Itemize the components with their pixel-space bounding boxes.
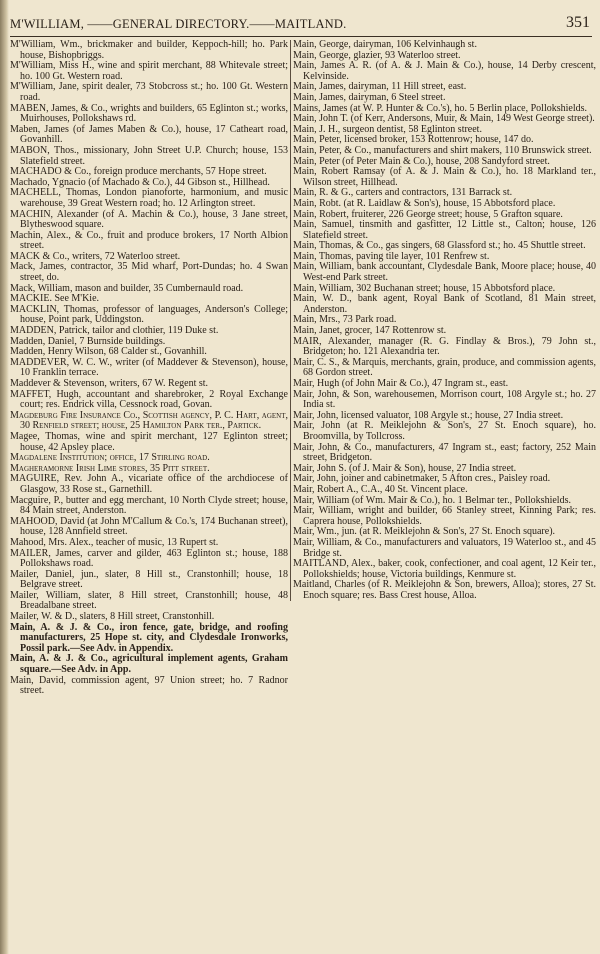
directory-entry: Mair, Wm., jun. (at R. Meiklejohn & Son's, 27 St. Enoch square). <box>293 526 556 538</box>
directory-entry: Main, Janet, grocer, 147 Rottenrow st. <box>293 325 447 337</box>
directory-entry: Mair, John, & Co., manufacturers, 47 Ingram st., east; factory, 252 Main street, Bridgeton. <box>293 441 596 464</box>
directory-entry: MAHOOD, David (at John M'Callum & Co.'s, 174 Buchanan street), house, 128 Annfield street. <box>10 515 288 538</box>
directory-entry: Mailer, William, slater, 8 Hill street, Cranstonhill; house, 48 Breadalbane street. <box>10 589 288 612</box>
directory-entry: MAILER, James, carver and gilder, 463 Eglinton st.; house, 188 Pollokshaws road. <box>10 547 288 570</box>
directory-entry: Main, Robt. (at R. Laidlaw & Son's), house, 15 Abbotsford place. <box>293 197 556 209</box>
directory-entry: Main, John T. (of Kerr, Andersons, Muir, & Main, 149 West George street). <box>293 113 595 125</box>
directory-entry: Mair, William, wright and builder, 66 Stanley street, Kinning Park; res. Caprera house, Pollokshields. <box>293 505 596 527</box>
directory-entry: MACHELL, Thomas, London pianoforte, harmonium, and music warehouse, 39 Great Western road; ho. 12 Arlington street. <box>10 187 288 209</box>
directory-entry: Mair, Hugh (of John Mair & Co.), 47 Ingram st., east. <box>293 378 509 389</box>
directory-entry: Maitland, Charles (of R. Meiklejohn & Son, brewers, Alloa); stores, 27 St. Enoch square; res. Bass Crest house, Alloa. <box>293 579 596 601</box>
directory-entry: Main, Peter, & Co., manufacturers and shirt makers, 110 Brunswick street. <box>293 144 592 156</box>
directory-entry: M'William, Wm., brickmaker and builder, Keppoch-hill; ho. Park house, Bishopbriggs. <box>10 39 288 61</box>
directory-entry: Main, George, glazier, 93 Waterloo street. <box>293 49 461 61</box>
directory-entry: Mair, John S. (of J. Mair & Son), house, 27 India street. <box>293 462 517 474</box>
directory-entry: Madden, Daniel, 7 Burnside buildings. <box>10 335 166 347</box>
directory-entry: Machado, Ygnacio (of Machado & Co.), 44 Gibson st., Hillhead. <box>10 176 270 188</box>
header-title: M'WILLIAM, ——GENERAL DIRECTORY.——MAITLAND. <box>10 17 347 31</box>
directory-entry: Mair, John, & Son, warehousemen, Morrison court, 108 Argyle st.; ho. 27 India st. <box>293 388 596 411</box>
directory-entry: MAGUIRE, Rev. John A., vicariate office of the archdiocese of Glasgow, 33 Rose st., Garnethill. <box>10 473 288 495</box>
directory-entry: Main, Thomas, paving tile layer, 101 Renfrew st. <box>293 250 490 262</box>
directory-entry: Main, George, dairyman, 106 Kelvinhaugh st. <box>293 39 477 50</box>
running-header <box>10 14 592 36</box>
directory-entry: Main, Peter (of Peter Main & Co.), house, 208 Sandyford street. <box>293 155 550 167</box>
directory-entry: Mair, William, & Co., manufacturers and valuators, 19 Waterloo st., and 45 Bridge st. <box>293 536 596 559</box>
directory-entry: MADDEVER, W. C. W., writer (of Maddever & Stevenson), house, 10 Franklin terrace. <box>10 356 288 379</box>
directory-entry: Magdalene Institution; office, 17 Stirling road. <box>10 452 210 464</box>
right-column <box>290 40 596 601</box>
header-rule <box>10 36 592 37</box>
directory-entry: Mahood, Mrs. Alex., teacher of music, 13 Rupert st. <box>10 536 219 548</box>
directory-entry: Main, William, 302 Buchanan street; house, 15 Abbotsford place. <box>293 282 556 294</box>
directory-entry: Mack, William, mason and builder, 35 Cumbernauld road. <box>10 282 244 294</box>
directory-entry: MACKIE. See M'Kie. <box>10 293 100 305</box>
directory-entry: Madden, Henry Wilson, 68 Calder st., Govanhill. <box>10 346 207 358</box>
directory-entry: MAIR, Alexander, manager (R. G. Findlay & Bros.), 79 John st., Bridgeton; ho. 121 Alexandria ter. <box>293 335 596 358</box>
directory-entry: Magdeburg Fire Insurance Co., Scottish agency, P. C. Hart, agent, 30 Renfield street; house, 25 Hamilton Park ter., Partick. <box>10 409 288 432</box>
directory-entry: MADDEN, Patrick, tailor and clothier, 119 Duke st. <box>10 325 219 337</box>
directory-entry: Magee, Thomas, wine and spirit merchant, 127 Eglinton street; house, 42 Apsley place. <box>10 430 288 453</box>
directory-entry: Mair, William (of Wm. Mair & Co.), ho. 1 Belmar ter., Pollokshields. <box>293 494 571 506</box>
directory-entry: M'William, Miss H., wine and spirit merchant, 88 Whitevale street; ho. 100 Gt. Western road. <box>10 60 288 82</box>
directory-entry: Main, Robert Ramsay (of A. & J. Main & Co.), ho. 18 Markland ter., Wilson street, Hillhead. <box>293 166 596 188</box>
directory-entry: Mair, C. S., & Marquis, merchants, grain, produce, and commission agents, 68 Gordon street. <box>293 356 596 379</box>
directory-entry: Mair, John, licensed valuator, 108 Argyle st.; house, 27 India street. <box>293 409 564 421</box>
directory-entry: Main, Mrs., 73 Park road. <box>293 314 397 326</box>
directory-entry: Main, R. & G., carters and contractors, 131 Barrack st. <box>293 187 513 199</box>
directory-entry: Main, Thomas, & Co., gas singers, 68 Glassford st.; ho. 45 Shuttle street. <box>293 240 586 252</box>
directory-entry: M'William, Jane, spirit dealer, 73 Stobcross st.; ho. 100 Gt. Western road. <box>10 81 288 103</box>
directory-entry: Machin, Alex., & Co., fruit and produce brokers, 17 North Albion street. <box>10 229 288 252</box>
directory-entry: Main, James A. R. (of A. & J. Main & Co.), house, 14 Derby crescent, Kelvinside. <box>293 60 596 82</box>
page-number: 351 <box>566 14 590 31</box>
directory-entry: Main, James, dairyman, 6 Steel street. <box>293 91 446 103</box>
directory-entry: Mailer, W. & D., slaters, 8 Hill street, Cranstonhill. <box>10 611 215 623</box>
directory-entry: Mack, James, contractor, 35 Mid wharf, Port-Dundas; ho. 4 Swan street, do. <box>10 261 288 284</box>
directory-entry: Mair, John, joiner and cabinetmaker, 5 Afton cres., Paisley road. <box>293 473 551 485</box>
directory-entry: Main, A. & J. & Co., agricultural implement agents, Graham square.—See Adv. in App. <box>10 653 288 676</box>
directory-entry: Maddever & Stevenson, writers, 67 W. Regent st. <box>10 378 209 389</box>
left-column <box>10 40 288 697</box>
directory-entry: Main, Robert, fruiterer, 226 George street; house, 5 Grafton square. <box>293 208 563 220</box>
directory-entry: Mair, John (at R. Meiklejohn & Son's, 27 St. Enoch square), ho. Broomvilla, by Tollcross. <box>293 420 596 442</box>
directory-entry: Main, William, bank accountant, Clydesdale Bank, Moore place; house, 40 West-end Park street. <box>293 261 596 284</box>
directory-entry: Main, James, dairyman, 11 Hill street, east. <box>293 81 467 93</box>
directory-entry: Mair, Robert A., C.A., 40 St. Vincent place. <box>293 483 468 495</box>
directory-entry: MACHADO & Co., foreign produce merchants, 57 Hope street. <box>10 166 267 178</box>
directory-entry: MACKLIN, Thomas, professor of languages, Anderson's College; house, Point park, Uddingston. <box>10 303 288 326</box>
page-spine <box>0 0 9 954</box>
directory-entry: Main, Samuel, tinsmith and gasfitter, 12 Little st., Calton; house, 126 Slatefield street. <box>293 219 596 241</box>
directory-entry: Macguire, P., butter and egg merchant, 10 North Clyde street; house, 84 Main street, Anderston. <box>10 494 288 517</box>
directory-entry: Main, W. D., bank agent, Royal Bank of Scotland, 81 Main street, Anderston. <box>293 293 596 315</box>
directory-entry: Mains, James (at W. P. Hunter & Co.'s), ho. 5 Berlin place, Pollokshields. <box>293 102 588 114</box>
directory-entry: Maben, James (of James Maben & Co.), house, 17 Catheart road, Govanhill. <box>10 123 288 146</box>
directory-entry: Main, David, commission agent, 97 Union street; ho. 7 Radnor street. <box>10 674 288 697</box>
directory-entry: MAFFET, Hugh, accountant and sharebroker, 2 Royal Exchange court; res. Endrick villa, Cessnock road, Govan. <box>10 388 288 411</box>
directory-entry: Main, J. H., surgeon dentist, 58 Eglinton street. <box>293 123 482 135</box>
directory-entry: MABEN, James, & Co., wrights and builders, 65 Eglinton st.; works, Muirhouses, Pollokshaws rd. <box>10 102 288 125</box>
directory-entry: MABON, Thos., missionary, John Street U.P. Church; house, 153 Slatefield street. <box>10 144 288 167</box>
directory-entry: MACK & Co., writers, 72 Waterloo street. <box>10 250 181 262</box>
directory-entry: Mailer, Daniel, jun., slater, 8 Hill st., Cranstonhill; house, 18 Belgrave street. <box>10 568 288 591</box>
directory-entry: MAITLAND, Alex., baker, cook, confectioner, and coal agent, 12 Keir ter., Pollokshields; house, Victoria buildings, Kenmure st. <box>293 558 596 580</box>
directory-entry: Main, Peter, licensed broker, 153 Rottenrow; house, 147 do. <box>293 134 534 146</box>
directory-entry: Magheramorne Irish Lime stores, 35 Pitt street. <box>10 462 210 474</box>
directory-entry: MACHIN, Alexander (of A. Machin & Co.), house, 3 Jane street, Blytheswood square. <box>10 208 288 231</box>
directory-entry: Main, A. & J. & Co., iron fence, gate, bridge, and roofing manufacturers, 25 Hope st. city, and Clydesdale Ironworks, Possil park.—See Adv. in Appendix. <box>10 621 288 654</box>
